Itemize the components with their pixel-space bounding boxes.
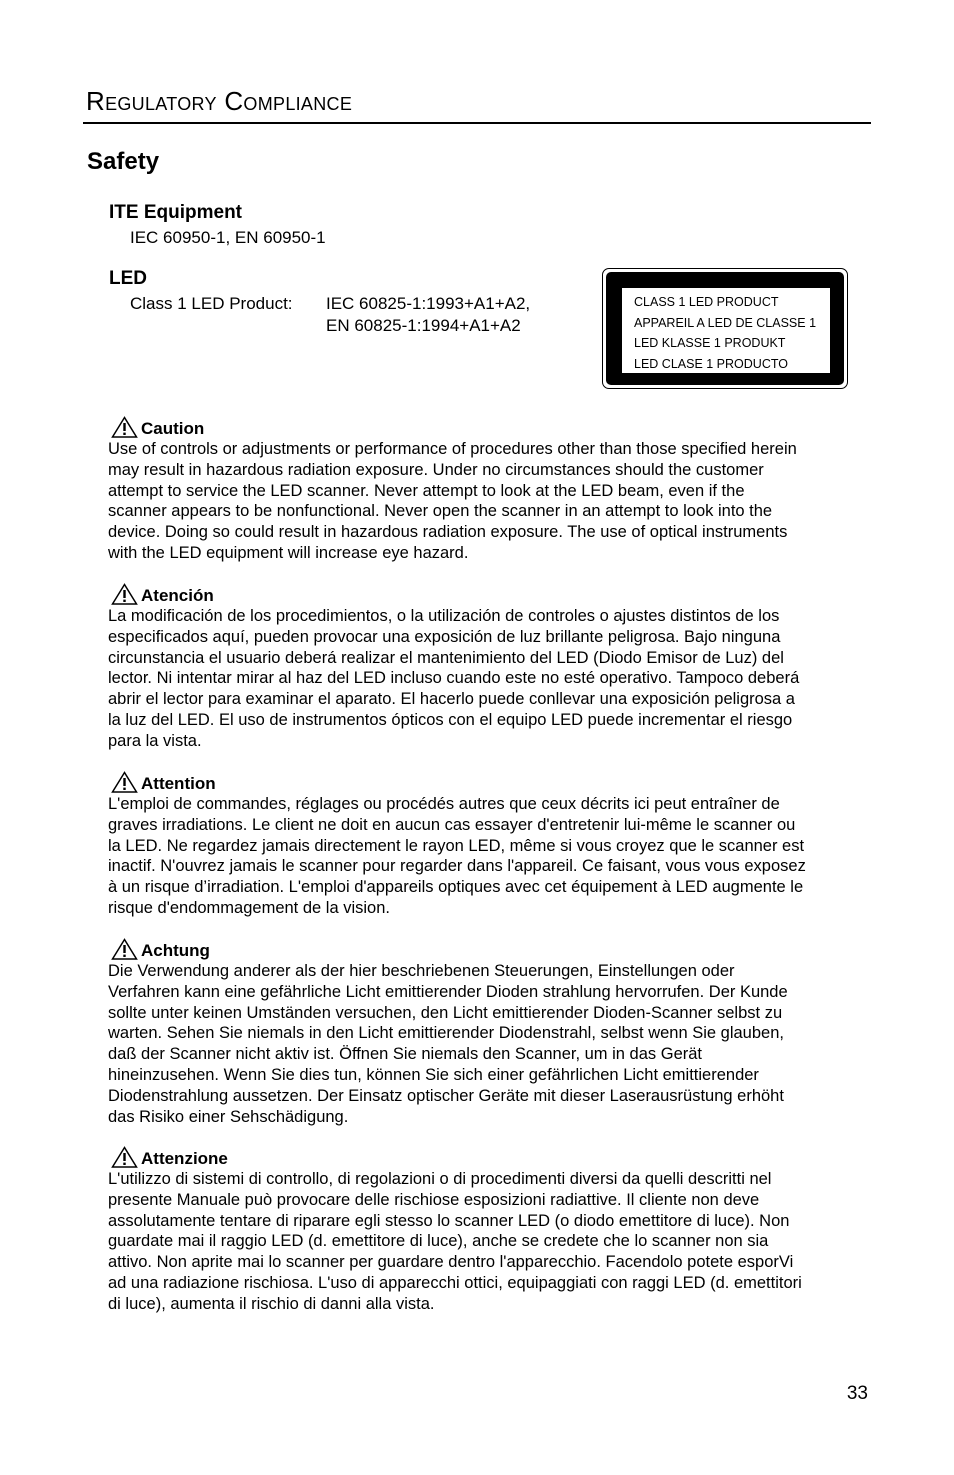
warning-achtung xyxy=(108,938,878,1127)
warning-triangle-icon xyxy=(111,938,138,960)
warning-title: Atención xyxy=(141,586,214,605)
warning-body: Die Verwendung anderer als der hier beschriebenen Steuerungen, Einstellungen oder Verfahren kann eine gefährliche Licht emittierender Dioden strahlung hervorrufen. Der Kunde sollte unter keinen Umständen versuchen, den Licht emittierender Dioden-Scanner selbst zu warten. Sehen Sie niemals in den Licht emittierender Diodenstrahl, selbst wenn Sie glauben, daß der Scanner nicht aktiv ist. Öffnen Sie niemals den Scanner, um in das Gerät hineinzusehen. Wenn Sie dies tun, können Sie sich einer gefährlichen Licht emittierender Diodenstrahlung aussetzen. Der Einsatz optischer Geräte mit dieser Laserausrüstung erhöht das Risiko einer Sehschädigung. xyxy=(108,962,788,1126)
led-product-label: Class 1 LED Product: xyxy=(130,294,293,313)
warning-title: Achtung xyxy=(141,941,210,960)
section-title: Safety xyxy=(87,148,160,175)
led-standard-1: IEC 60825-1:1993+A1+A2, xyxy=(326,294,531,313)
label-black-frame xyxy=(606,272,844,385)
ite-heading: ITE Equipment xyxy=(109,202,242,223)
warning-triangle-icon xyxy=(111,771,138,793)
warning-body: L'emploi de commandes, réglages ou procédés autres que ceux décrits ici peut entraîner de graves irradiations. Le client ne doit en aucun cas essayer d'entretenir lui-même le scanner ou la LED. Ne regardez jamais directement le rayon LED, même si vous croyez que le scanner est inactif. N'ouvrez jamais le scanner pour regarder dans l'appareil. Ce faisant, vous vous exposez à un risque d’irradiation. L'emploi d'appareils optiques avec cet équipement à LED augmente le risque d'endommagement de la vision. xyxy=(108,795,806,917)
warning-title: Attention xyxy=(141,774,216,793)
ite-standards: IEC 60950-1, EN 60950-1 xyxy=(130,228,326,247)
warning-triangle-icon xyxy=(111,416,138,438)
warning-title: Attenzione xyxy=(141,1149,228,1168)
header-rule xyxy=(83,122,871,124)
page-number: 33 xyxy=(846,1383,868,1404)
label-line: LED CLASE 1 PRODUCTO xyxy=(634,356,788,371)
warning-triangle-icon xyxy=(111,1146,138,1168)
led-standard-2: EN 60825-1:1994+A1+A2 xyxy=(326,316,521,335)
label-line: LED KLASSE 1 PRODUKT xyxy=(634,336,786,350)
warning-title: Caution xyxy=(141,419,205,438)
label-text-area xyxy=(622,288,830,373)
class-1-led-label xyxy=(602,268,848,389)
label-line: APPAREIL A LED DE CLASSE 1 xyxy=(634,315,817,330)
warning-heading xyxy=(111,771,878,793)
warning-caution xyxy=(108,416,878,564)
warning-heading xyxy=(111,583,878,605)
warning-triangle-icon xyxy=(111,583,138,605)
warning-heading xyxy=(111,1146,878,1168)
warning-body: L'utilizzo di sistemi di controllo, di regolazioni o di procedimenti diversi da quelli descritti nel presente Manuale può provocare delle rischiose esposizioni radiattive. Il cliente non deve assolutamente tentare di riparare egli stesso lo scanner LED (o diodo emettitore di luce). Non guardate mai il raggio LED (d. emettitore di luce), anche se credete che lo scanner non sia attivo. Non aprite mai lo scanner per guardare dentro l'apparecchio. Facendolo potete esporVi ad una radiazione rischiosa. L'uso di apparecchi ottici, equipaggiati con raggi LED (d. emettitori di luce), aumenta il rischio di danni alla vista. xyxy=(108,1170,802,1313)
warning-atencion xyxy=(108,583,878,752)
warning-body: Use of controls or adjustments or performance of procedures other than those specified herein may result in hazardous radiation exposure. Under no circumstances should the customer attempt to service the LED scanner. Never attempt to look at the LED beam, even if the scanner appears to be nonfunctional. Never open the scanner in an attempt to look into the device. Doing so could result in hazardous radiation exposure. The use of optical instruments with the LED equipment will increase eye hazard. xyxy=(108,440,797,562)
label-line: CLASS 1 LED PRODUCT xyxy=(634,295,779,309)
warning-attention xyxy=(108,771,878,919)
led-heading: LED xyxy=(109,268,147,289)
warning-attenzione xyxy=(108,1146,878,1315)
warning-heading xyxy=(111,416,878,438)
warning-body: La modificación de los procedimientos, o la utilización de controles o ajustes distintos de los especificados aquí, pueden provocar una exposición de luz brillante peligrosa. Bajo ninguna circunstancia el usuario deberá realizar el mantenimiento del LED (Diodo Emisor de Luz) del lector. Ni intentar mirar al haz del LED incluso cuando este no esté operativo. Tampoco deberá abrir el lector para examinar el aparato. El hacerlo puede conllevar una exposición peligrosa a la luz del LED. El uso de instrumentos ópticos con el equipo LED puede incrementar el riesgo para la vista. xyxy=(108,607,800,750)
page-header-title: Regulatory Compliance xyxy=(86,86,353,116)
warning-heading xyxy=(111,938,878,960)
